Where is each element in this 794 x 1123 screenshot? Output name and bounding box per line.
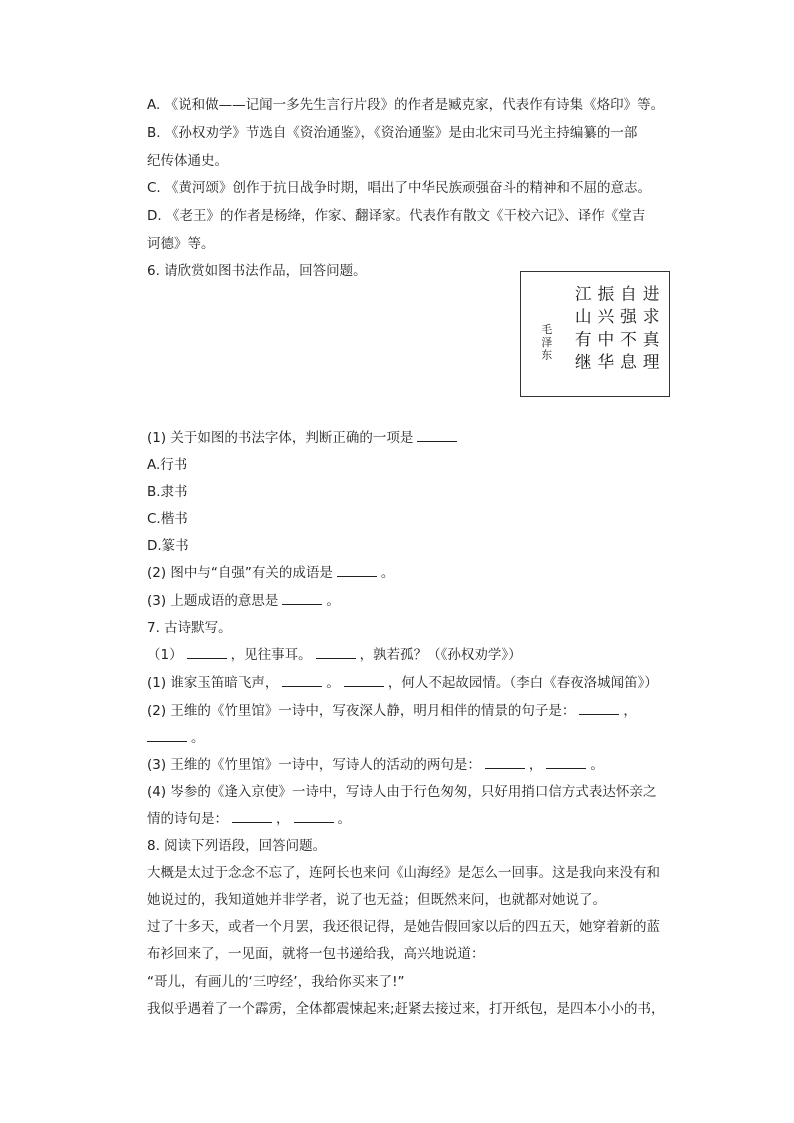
answer-blank[interactable] bbox=[417, 429, 457, 442]
answer-blank[interactable] bbox=[187, 646, 227, 659]
q6-sub2-text: (2) 图中与“自强”有关的成语是 bbox=[147, 565, 333, 581]
q6-sub3-text: (3) 上题成语的意思是 bbox=[147, 593, 279, 609]
q7-sub1-c: ，孰若孤？（《孙权劝学》） bbox=[359, 647, 522, 663]
q7-sub5: (4) 岑参的《逢入京使》一诗中，写诗人由于行色匆匆，只好用捎口信方式表达怀亲之 bbox=[147, 784, 657, 800]
answer-blank[interactable] bbox=[546, 756, 586, 769]
calligraphy-char: 华 bbox=[597, 351, 615, 372]
q7-sub3-b: ， bbox=[623, 703, 637, 719]
option-d-cont: 诃德》等。 bbox=[147, 236, 215, 252]
calligraphy-signature: 毛泽东 bbox=[541, 323, 553, 362]
option-b: B. 《孙权劝学》节选自《资治通鉴》，《资治通鉴》是由北宋司马光主持编纂的一部 bbox=[147, 125, 638, 141]
question-8-title: 8. 阅读下列语段，回答问题。 bbox=[147, 838, 327, 854]
calligraphy-char: 振 bbox=[597, 283, 615, 304]
calligraphy-char: 真 bbox=[642, 328, 660, 349]
calligraphy-char: 中 bbox=[597, 328, 615, 349]
q7-sub5-c: 。 bbox=[337, 811, 351, 827]
q7-sub3-cont bbox=[147, 728, 205, 748]
question-7-title: 7. 古诗默写。 bbox=[147, 620, 232, 636]
answer-blank[interactable] bbox=[344, 674, 384, 687]
answer-blank[interactable] bbox=[579, 702, 619, 715]
choice-a: A.行书 bbox=[147, 457, 188, 473]
calligraphy-char: 自 bbox=[620, 283, 637, 304]
q6-sub3-end: 。 bbox=[326, 593, 340, 609]
q7-sub3 bbox=[147, 701, 637, 721]
passage-line-3: 过了十多天，或者一个月罢，我还很记得，是她告假回家以后的四五天，她穿着新的蓝 bbox=[147, 919, 660, 935]
q7-sub1-a: （1） bbox=[147, 647, 183, 663]
option-b-cont: 纪传体通史。 bbox=[147, 153, 228, 169]
answer-blank[interactable] bbox=[147, 729, 187, 742]
q7-sub2-b: 。 bbox=[326, 675, 340, 691]
q7-sub4 bbox=[147, 755, 604, 775]
passage-line-2: 她说过的，我知道她并非学者，说了也无益；但既然来问，也就都对她说了。 bbox=[147, 892, 606, 908]
passage-line-4: 布衫回来了，一见面，就将一包书递给我，高兴地说道： bbox=[147, 946, 485, 962]
calligraphy-char: 兴 bbox=[597, 306, 615, 327]
calligraphy-artwork bbox=[521, 272, 669, 396]
choice-d: D.篆书 bbox=[147, 538, 189, 554]
calligraphy-image bbox=[520, 271, 670, 397]
q6-sub1-text: (1) 关于如图的书法字体，判断正确的一项是 bbox=[147, 430, 414, 446]
passage-line-1: 大概是太过于念念不忘了，连阿长也来问《山海经》是怎么一回事。这是我向来没有和 bbox=[147, 865, 660, 881]
q6-sub2 bbox=[147, 563, 394, 583]
q7-sub2-c: ，何人不起故园情。（李白《春夜洛城闻笛》） bbox=[387, 675, 658, 691]
q6-sub2-end: 。 bbox=[380, 565, 395, 581]
q7-sub4-c: 。 bbox=[590, 757, 604, 773]
option-c: C. 《黄河颂》创作于抗日战争时期，唱出了中华民族顽强奋斗的精神和不屈的意志。 bbox=[147, 180, 652, 196]
passage-line-6: 我似乎遇着了一个霹雳，全体都震悚起来;赶紧去接过来，打开纸包，是四本小小的书， bbox=[147, 1001, 665, 1017]
q7-sub5-b: ， bbox=[276, 811, 290, 827]
answer-blank[interactable] bbox=[316, 646, 356, 659]
passage-line-5: “哥儿，有画儿的‘三哼经’，我给你买来了!” bbox=[147, 974, 405, 990]
question-6-title: 6. 请欣赏如图书法作品，回答问题。 bbox=[147, 263, 367, 279]
calligraphy-char: 不 bbox=[620, 328, 637, 349]
q7-sub5-cont bbox=[147, 809, 351, 829]
answer-blank[interactable] bbox=[282, 592, 322, 605]
q7-sub2 bbox=[147, 673, 658, 693]
choice-c: C.楷书 bbox=[147, 511, 188, 527]
q7-sub1-b: ，见往事耳。 bbox=[230, 647, 312, 663]
calligraphy-char: 有 bbox=[574, 328, 592, 349]
answer-blank[interactable] bbox=[282, 674, 322, 687]
q7-sub5-a: 情的诗句是： bbox=[147, 811, 228, 827]
choice-b: B.隶书 bbox=[147, 484, 188, 500]
q6-sub3 bbox=[147, 591, 340, 611]
q7-sub1 bbox=[147, 645, 522, 665]
q7-sub4-b: ， bbox=[528, 757, 543, 773]
calligraphy-char: 求 bbox=[642, 306, 660, 327]
option-d: D. 《老王》的作者是杨绛，作家、翻译家。代表作有散文《干校六记》、译作《堂吉 bbox=[147, 208, 646, 224]
q7-sub3-a: (2) 王维的《竹里馆》一诗中，写夜深人静，明月相伴的情景的句子是： bbox=[147, 703, 576, 719]
q6-sub1 bbox=[147, 428, 461, 448]
calligraphy-char: 强 bbox=[620, 306, 637, 327]
q7-sub3-end: 。 bbox=[191, 730, 205, 746]
answer-blank[interactable] bbox=[294, 810, 334, 823]
option-a: A. 《说和做——记闻一多先生言行片段》的作者是臧克家，代表作有诗集《烙印》等。 bbox=[147, 97, 665, 113]
calligraphy-char: 山 bbox=[574, 306, 592, 327]
answer-blank[interactable] bbox=[337, 564, 377, 577]
calligraphy-char: 进 bbox=[642, 283, 660, 304]
calligraphy-char: 江 bbox=[574, 283, 592, 304]
calligraphy-char: 理 bbox=[642, 351, 660, 372]
calligraphy-char: 继 bbox=[574, 351, 592, 372]
calligraphy-char: 息 bbox=[620, 351, 637, 372]
q7-sub4-a: (3) 王维的《竹里馆》一诗中，写诗人的活动的两句是： bbox=[147, 757, 481, 773]
answer-blank[interactable] bbox=[232, 810, 272, 823]
q7-sub2-a: (1) 谁家玉笛暗飞声， bbox=[147, 675, 279, 691]
answer-blank[interactable] bbox=[485, 756, 525, 769]
